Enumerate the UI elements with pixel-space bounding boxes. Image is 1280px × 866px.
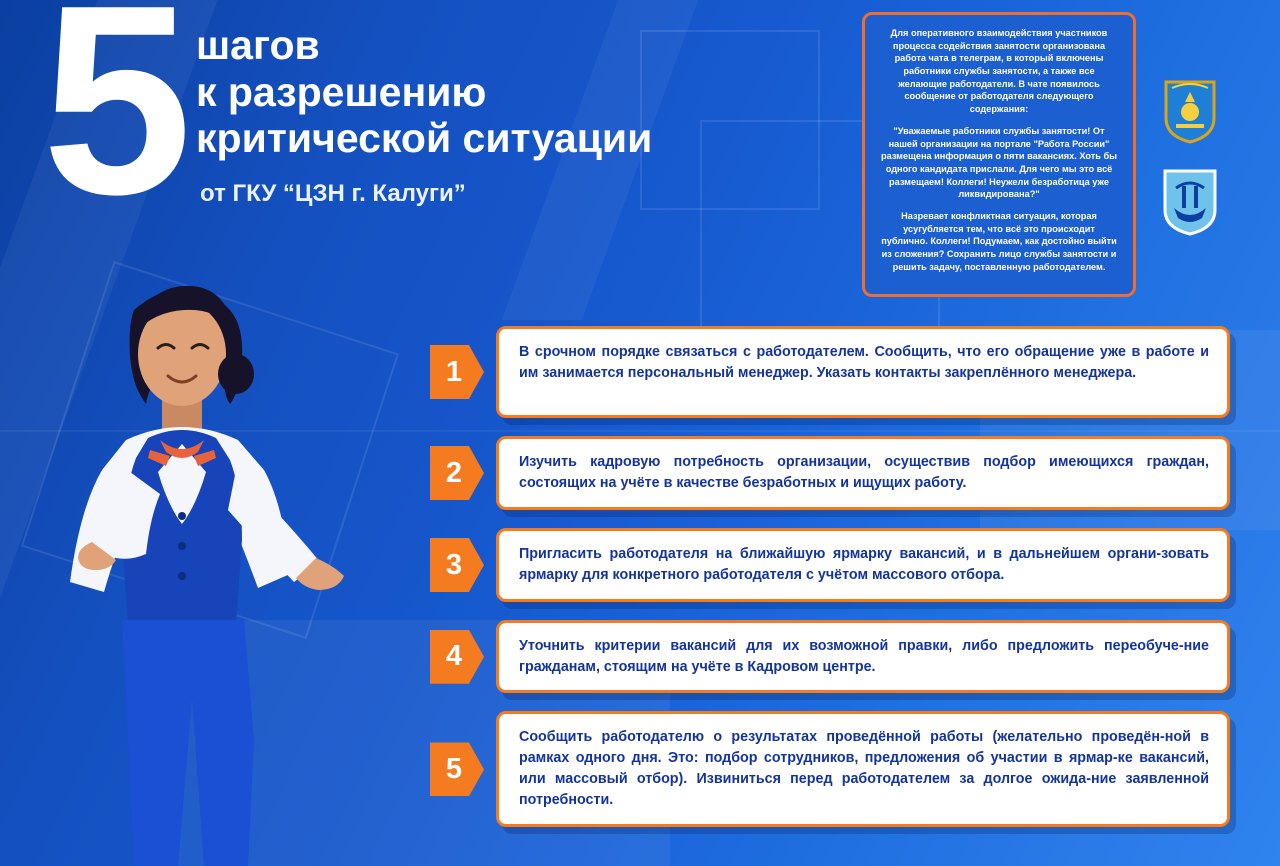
step-number-3: 3 — [445, 548, 463, 581]
step-number-4: 4 — [445, 640, 463, 673]
step-arrow-5 — [430, 711, 488, 827]
title-line-3: критической ситуации — [196, 115, 653, 162]
step-arrow-1 — [430, 326, 488, 418]
steps-list — [430, 326, 1230, 845]
step-number-1: 1 — [445, 355, 463, 388]
step-arrow-2 — [430, 436, 488, 510]
illustration-woman — [30, 258, 430, 866]
callout-paragraph-1: Для оперативного взаимодействия участников процесса содействия занятости организована работа чата в телеграм, в который включены работники службы занятости, а также все желающие работодатели. В чате появилось сообщение от работодателя следующего содержания: — [890, 28, 1108, 115]
city-coat-of-arms-icon — [1162, 168, 1218, 236]
step-number-5: 5 — [445, 752, 463, 785]
step-item-5 — [430, 711, 1230, 827]
callout-paragraph-2: "Уважаемые работники службы занятости! От нашей организации на портале "Работа России" размещена информация о пяти вакансиях. Хоть бы одного кандидата прислали. Для чего мы это всё размещаем! Коллеги! Неужели безработица уже ликвидирована?" — [881, 125, 1117, 200]
page-subtitle: от ГКУ “ЦЗН г. Калуги” — [200, 180, 466, 207]
step-number-2: 2 — [445, 456, 463, 489]
step-card-3: Пригласить работодателя на ближайшую ярмарку вакансий, и в дальнейшем органи-зовать ярмарку для конкретного работодателя с учётом массового отбора. — [496, 528, 1230, 602]
step-card-4: Уточнить критерии вакансий для их возможной правки, либо предложить переобуче-ние гражданам, стоящим на учёте в Кадровом центре. — [496, 620, 1230, 693]
situation-callout — [862, 12, 1136, 297]
region-coat-of-arms-icon — [1162, 78, 1218, 144]
callout-paragraph-3: Назревает конфликтная ситуация, которая усугубляется тем, что всё это происходит публично. Коллеги! Подумаем, как достойно выйти из сложения? Сохранить лицо службы занятости и решить задачу, поставленную работодателем. — [881, 210, 1117, 272]
step-item-3 — [430, 528, 1230, 602]
step-item-2 — [430, 436, 1230, 510]
step-item-4 — [430, 620, 1230, 693]
big-number-five: 5 — [42, 0, 185, 251]
step-arrow-4 — [430, 620, 488, 693]
title-line-2: к разрешению — [196, 68, 487, 115]
step-card-5: Сообщить работодателю о результатах проведённой работы (желательно проведён-ной в рамках одного дня. Это: подбор сотрудников, предложения об участии в ярмар-ке вакансий, или массовый отбор). Извиниться перед работодателем за долгое ожида-ние заявленной потребности. — [496, 711, 1230, 827]
step-card-2: Изучить кадровую потребность организации, осуществив подбор имеющихся граждан, состоящих на учёте в качестве безработных и ищущих работу. — [496, 436, 1230, 510]
step-item-1 — [430, 326, 1230, 418]
page-title — [196, 22, 652, 162]
title-line-1: шагов — [196, 22, 320, 68]
step-card-1: В срочном порядке связаться с работодателем. Сообщить, что его обращение уже в работе и им занимается персональный менеджер. Указать контакты закреплённого менеджера. — [496, 326, 1230, 418]
step-arrow-3 — [430, 528, 488, 602]
